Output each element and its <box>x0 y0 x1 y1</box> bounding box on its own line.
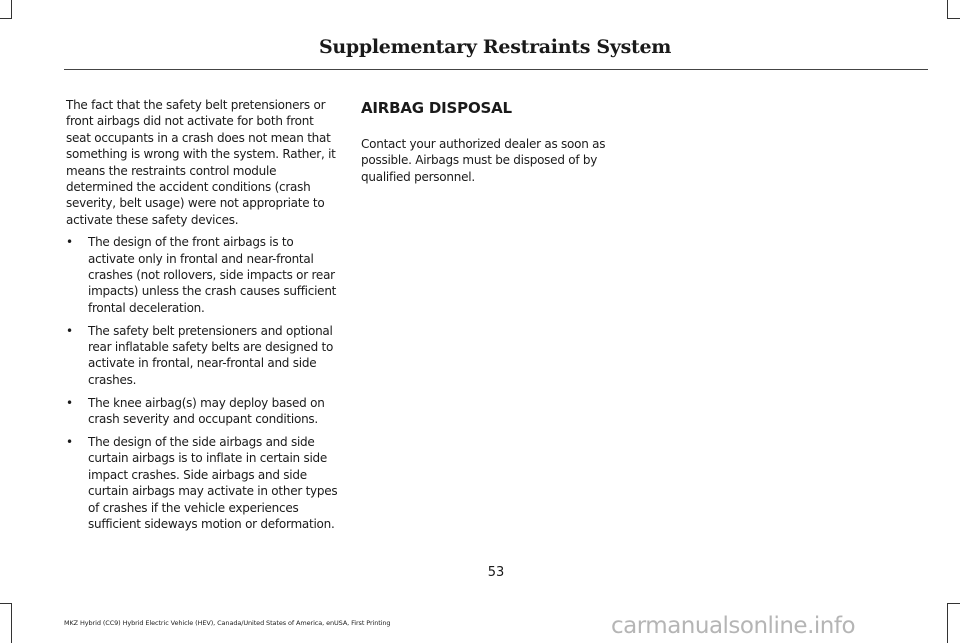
bullet-item-pretensioners <box>66 323 338 389</box>
page-header-title: Supplementary Restraints System <box>318 36 672 58</box>
bullet-icon: • <box>66 434 73 449</box>
section-heading-airbag-disposal: AIRBAG DISPOSAL <box>361 99 512 117</box>
right-column <box>361 98 641 185</box>
bullet-icon: • <box>66 323 73 338</box>
disposal-paragraph: Contact your authorized dealer as soon as possible. Airbags must be disposed of by qualified personnel. <box>361 137 606 184</box>
bullet-text: The knee airbag(s) may deploy based on crash severity and occupant conditions. <box>88 395 325 427</box>
bullet-item-side-airbags <box>66 434 338 532</box>
intro-paragraph: The fact that the safety belt pretensioners or front airbags did not activate for both front seat occupants in a crash does not mean that something is wrong with the system. Rather, it means the restraints control module determined the accident conditions (crash severity, belt usage) were not appropriate to activate these safety devices. <box>66 98 336 227</box>
page-number: 53 <box>487 565 505 580</box>
bullet-item-knee-airbags <box>66 395 338 428</box>
left-column <box>66 97 338 539</box>
bullet-text: The safety belt pretensioners and optional rear inflatable safety belts are designed to activate in frontal, near-frontal and side crashes. <box>88 323 334 387</box>
crop-mark-bottom-left-vertical <box>11 603 12 643</box>
bullet-list <box>66 234 338 532</box>
bullet-icon: • <box>66 235 73 250</box>
bullet-text: The design of the side airbags and side curtain airbags is to inflate in certain side impact crashes. Side airbags and side curtain airbags may activate in other types of crashes if the vehicle experiences sufficient sideways motion or deformation. <box>88 434 338 531</box>
edition-footer: MKZ Hybrid (CC9) Hybrid Electric Vehicle (HEV), Canada/United States of America, enUSA, First Printing <box>64 619 391 627</box>
crop-mark-bottom-right-horizontal <box>947 603 960 604</box>
header-divider <box>64 69 928 70</box>
watermark: carmanualsonline.info <box>611 613 856 639</box>
crop-mark-top-left-vertical <box>11 0 12 18</box>
bullet-icon: • <box>66 395 73 410</box>
crop-mark-top-right-horizontal <box>947 18 960 19</box>
bullet-text: The design of the front airbags is to activate only in frontal and near-frontal crashes (not rollovers, side impacts or rear impacts) unless the crash causes sufficient frontal deceleration. <box>88 235 337 315</box>
crop-mark-bottom-left-horizontal <box>0 603 12 604</box>
bullet-item-front-airbags <box>66 234 338 316</box>
crop-mark-top-left-horizontal <box>0 18 12 19</box>
crop-mark-top-right-vertical <box>947 0 948 18</box>
crop-mark-bottom-right-vertical <box>947 603 948 643</box>
